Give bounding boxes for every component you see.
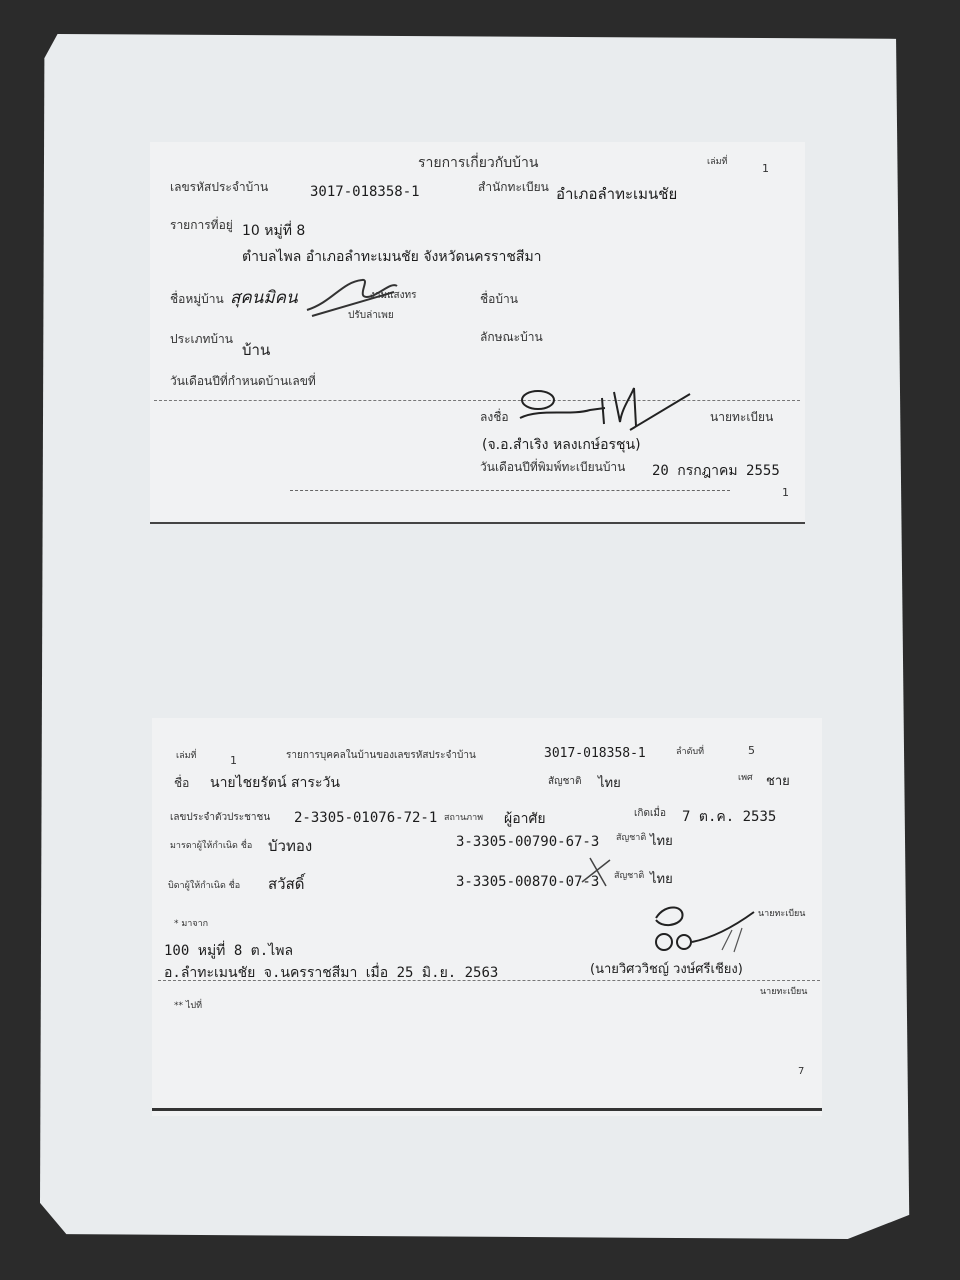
house-code: 3017-018358-1 <box>310 184 420 200</box>
card1-bottom-edge <box>150 522 805 524</box>
card1-bottom-line <box>290 490 730 491</box>
nationality: ไทย <box>598 776 621 791</box>
person-list-heading: รายการบุคคลในบ้านของเลขรหัสประจำบ้าน <box>286 750 476 761</box>
print-date: 20 กรกฎาคม 2555 <box>652 463 780 479</box>
book-number-2: 1 <box>230 754 237 767</box>
registration-office: อำเภอลำทะเมนชัย <box>556 185 678 203</box>
mother-label: มารดาผู้ให้กำเนิด ชื่อ <box>170 841 253 851</box>
birth-label: เกิดเมื่อ <box>634 808 666 819</box>
house-code-label: เลขรหัสประจำบ้าน <box>170 180 269 194</box>
registrar-name-2: (นายวิศววิชญ์ วงษ์ศรีเชียง) <box>590 962 743 977</box>
book-label-2: เล่มที่ <box>176 751 197 761</box>
book-number: 1 <box>762 162 769 175</box>
father-nationality: ไทย <box>650 872 673 887</box>
separator-line-2 <box>158 980 820 981</box>
from-address-line1: 100 หมู่ที่ 8 ต.ไพล <box>164 943 294 959</box>
card2-page-mark: 7 <box>798 1066 805 1077</box>
registrar-name: (จ.อ.สำเริง หลงเกษ์อรชุน) <box>482 437 641 453</box>
print-date-label: วันเดือนปีที่พิมพ์ทะเบียนบ้าน <box>480 460 626 474</box>
village-stamp-text2: ปรับล่าเพย <box>348 310 394 321</box>
mother-nationality-label: สัญชาติ <box>616 833 647 843</box>
house-name-label: ชื่อบ้าน <box>480 292 518 306</box>
house-info-card <box>150 142 805 524</box>
mother-nationality: ไทย <box>650 834 673 849</box>
house-feature-label: ลักษณะบ้าน <box>480 330 543 344</box>
nationality-label: สัญชาติ <box>548 776 582 787</box>
card1-page-mark: 1 <box>782 486 789 499</box>
correction-mark-icon <box>576 852 616 892</box>
book-label: เล่มที่ <box>707 157 728 167</box>
seq-number: 5 <box>748 744 755 757</box>
village-handwritten: สุคนมิคน <box>230 288 298 308</box>
to-label: ** ไปที่ <box>174 1001 203 1011</box>
date-assigned-label: วันเดือนปีที่กำหนดบ้านเลขที่ <box>170 374 316 388</box>
village-label: ชื่อหมู่บ้าน <box>170 292 224 306</box>
village-correction-signature <box>302 272 402 322</box>
address-label: รายการที่อยู่ <box>170 218 233 232</box>
mother-id: 3-3305-00790-67-3 <box>456 834 600 850</box>
sign-label: ลงชื่อ <box>480 410 509 424</box>
registrar-label: นายทะเบียน <box>710 410 774 424</box>
resident-status: ผู้อาศัย <box>504 811 546 827</box>
birth-date: 7 ต.ค. 2535 <box>682 809 777 825</box>
house-code-2: 3017-018358-1 <box>544 746 646 761</box>
from-label: * มาจาก <box>174 919 209 929</box>
card2-bottom-edge <box>152 1108 822 1111</box>
seq-label: ลำดับที่ <box>676 747 705 757</box>
mother-name: บัวทอง <box>268 837 313 855</box>
registrar-signature-2 <box>642 898 762 958</box>
house-type: บ้าน <box>242 341 271 359</box>
village-stamp-text1: งามแสงทร <box>370 290 417 301</box>
house-type-label: ประเภทบ้าน <box>170 332 233 346</box>
registrar-label-top: นายทะเบียน <box>758 909 806 919</box>
father-name: สวัสดิ์ <box>268 875 305 893</box>
person-name: นายไชยรัตน์ สาระวัน <box>210 775 340 791</box>
person-info-card <box>152 718 822 1116</box>
address-line2: ตำบลไพล อำเภอลำทะเมนชัย จังหวัดนครราชสีมา <box>242 249 542 265</box>
office-label: สำนักทะเบียน <box>478 180 549 194</box>
citizen-id: 2-3305-01076-72-1 <box>294 810 438 826</box>
address-line1: 10 หมู่ที่ 8 <box>242 223 306 239</box>
id-label: เลขประจำตัวประชาชน <box>170 812 271 823</box>
registrar-signature <box>510 378 700 438</box>
father-label: บิดาผู้ให้กำเนิด ชื่อ <box>168 881 241 891</box>
name-label: ชื่อ <box>174 776 190 790</box>
father-nationality-label: สัญชาติ <box>614 871 645 881</box>
house-info-heading: รายการเกี่ยวกับบ้าน <box>418 155 539 171</box>
from-address-line2: อ.ลำทะเมนชัย จ.นครราชสีมา เมื่อ 25 มิ.ย. 2563 <box>164 965 499 981</box>
status-label: สถานภาพ <box>444 813 484 823</box>
sex-label: เพศ <box>738 773 753 783</box>
father-id: 3-3305-00870-07-3 <box>456 874 600 890</box>
registrar-label-bottom: นายทะเบียน <box>760 987 808 997</box>
separator-line <box>154 400 800 401</box>
sex: ชาย <box>766 774 790 789</box>
